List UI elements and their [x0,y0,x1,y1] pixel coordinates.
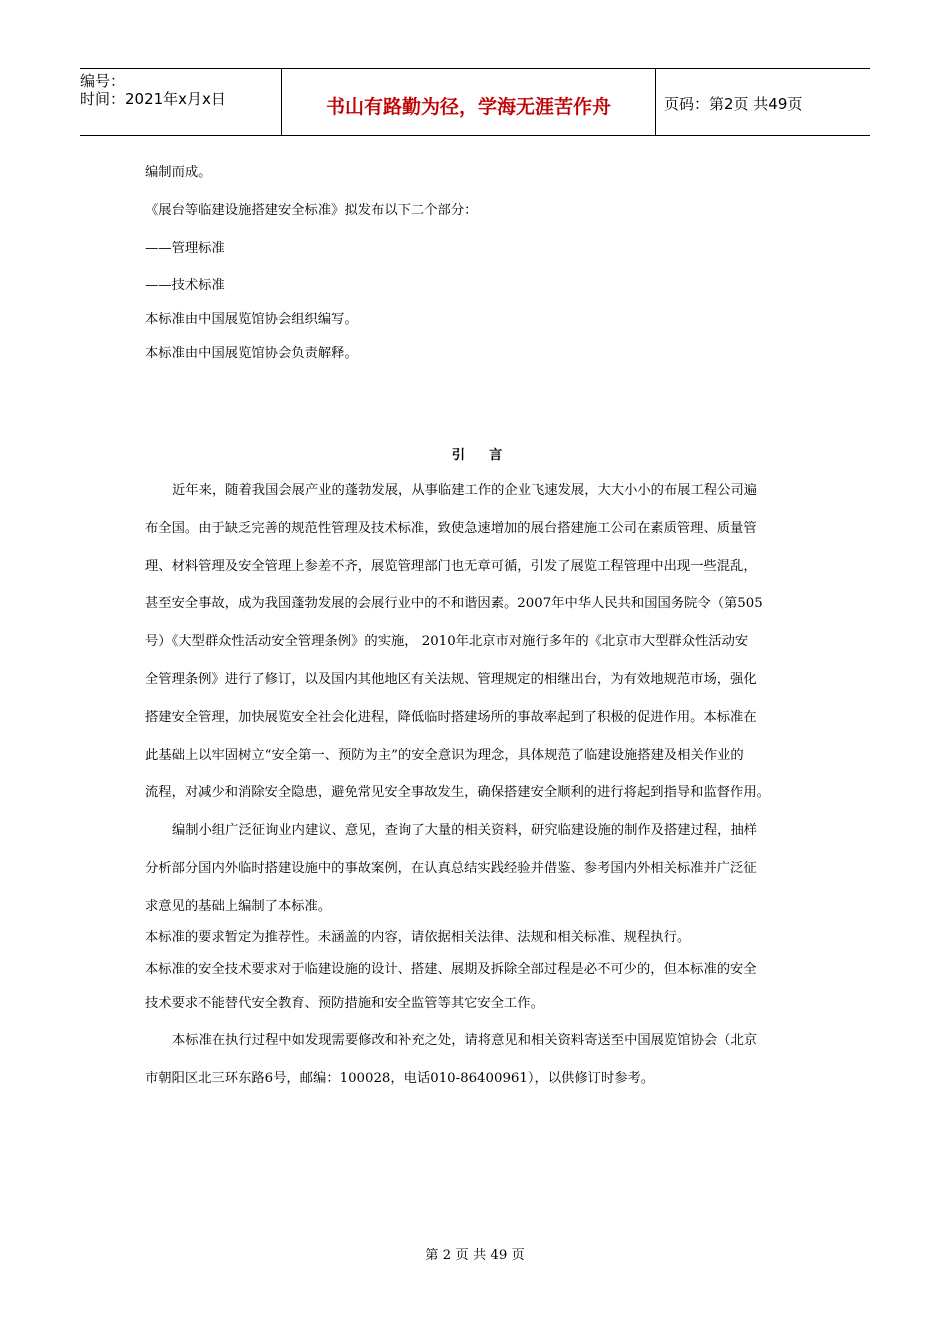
text-line: ——技术标准 [145,278,225,293]
text-line: 技术要求不能替代安全教育、预防措施和安全监管等其它安全工作。 [145,995,544,1011]
page-header [80,68,870,136]
document-number-label: 编号： [80,72,126,90]
text-line: 号）《大型群众性活动安全管理条例》的实施， 2010年北京市对施行多年的《北京市大型群众性活动安 [145,634,749,650]
text-line: 布全国。由于缺乏完善的规范性管理及技术标准，致使急速增加的展台搭建施工公司在素质管理、质量管 [145,520,757,536]
paragraph-compilation [145,812,813,925]
text-line: 甚至安全事故，成为我国蓬勃发展的会展行业中的不和谐因素。2007年中华人民共和国国务院令（第505 [145,596,763,612]
paragraph-intro [145,472,813,812]
header-page-label: 页码：第2页 共49页 [664,94,803,113]
document-body [145,158,813,1098]
text-line: 求意见的基础上编制了本标准。 [145,898,332,914]
text-line: 全管理条例》进行了修订，以及国内其他地区有关法规、管理规定的相继出台，为有效地规范市场，强化 [145,671,757,687]
text-line: 近年来，随着我国会展产业的蓬勃发展，从事临建工作的企业飞速发展，大大小小的布展工程公司遍 [172,483,758,498]
document-time-label: 时间：2021年x月x日 [80,90,226,108]
paragraph-recommendation: 本标准的要求暂定为推荐性。未涵盖的内容，请依据相关法律、法规和相关标准、规程执行。 [145,929,691,945]
page-footer: 第 2 页 共 49 页 [425,1248,525,1263]
header-info-cell [80,69,282,135]
text-line: ——管理标准 [145,241,225,256]
text-line: 此基础上以牢固树立“安全第一、预防为主”的安全意识为理念，具体规范了临建设施搭建及相关作业的 [145,747,744,763]
text-line: 本标准由中国展览馆协会组织编写。 [145,312,358,327]
section-title: 引言 [451,448,527,463]
text-line: 搭建安全管理，加快展览安全社会化进程，降低临时搭建场所的事故率起到了积极的促进作用。本标准在 [145,709,757,725]
text-line: 《展台等临建设施搭建安全标准》拟发布以下二个部分： [145,203,478,218]
text-line: 编制小组广泛征询业内建议、意见，查询了大量的相关资料，研究临建设施的制作及搭建过程，抽样 [172,823,758,839]
text-line: 市朝阳区北三环东路6号，邮编：100028，电话010-86400961），以供修订时参考。 [145,1071,655,1087]
text-line: 本标准在执行过程中如发现需要修改和补充之处，请将意见和相关资料寄送至中国展览馆协会（北京 [172,1033,758,1049]
text-line: 本标准的安全技术要求对于临建设施的设计、搭建、展期及拆除全部过程是必不可少的，但本标准的安全 [145,961,757,977]
text-line: 理、材料管理及安全管理上参差不齐，展览管理部门也无章可循，引发了展览工程管理中出现一些混乱， [145,558,757,574]
text-line: 分析部分国内外临时搭建设施中的事故案例，在认真总结实践经验并借鉴、参考国内外相关标准并广泛征 [145,860,757,876]
text-line: 本标准由中国展览馆协会负责解释。 [145,346,358,361]
header-motto: 书山有路勤为径，学海无涯苦作舟 [282,69,656,135]
text-line: 流程，对减少和消除安全隐患，避免常见安全事故发生，确保搭建安全顺利的进行将起到指导和监督作用。 [145,785,770,801]
paragraph-feedback [145,1022,813,1098]
text-line: 编制而成。 [145,165,212,180]
paragraph-safety-requirements [145,955,813,1023]
